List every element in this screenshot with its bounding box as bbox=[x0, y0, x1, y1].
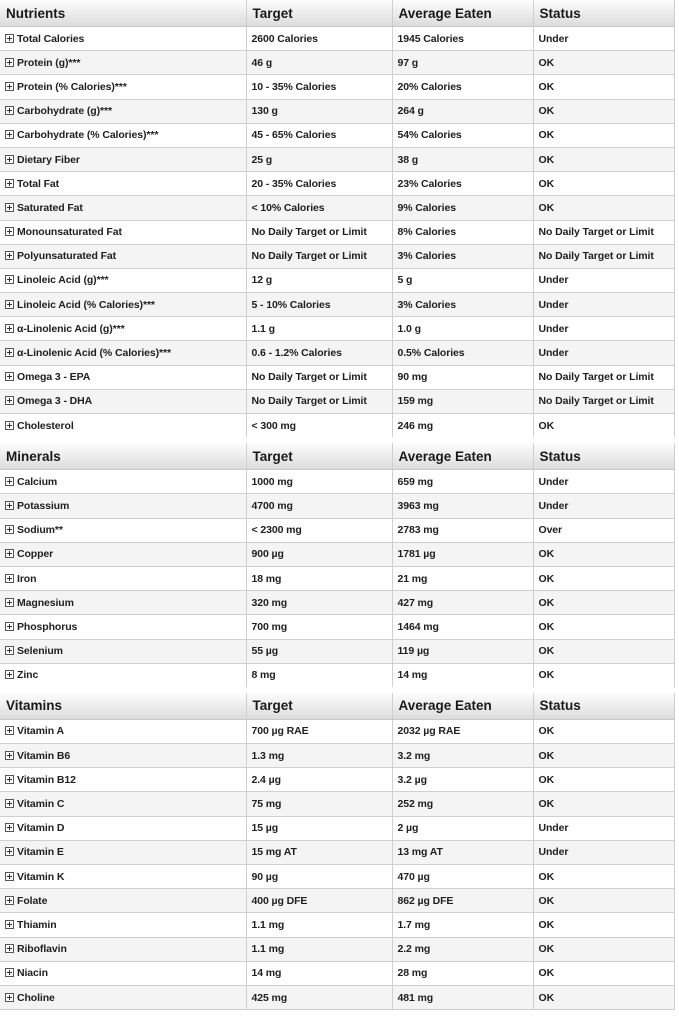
expand-plus-icon[interactable] bbox=[5, 622, 14, 631]
nutrient-name-cell[interactable] bbox=[0, 244, 246, 268]
expand-plus-icon[interactable] bbox=[5, 968, 14, 977]
nutrient-name-cell[interactable] bbox=[0, 744, 246, 768]
nutrient-name-cell[interactable] bbox=[0, 365, 246, 389]
table-row[interactable] bbox=[0, 518, 674, 542]
table-row[interactable] bbox=[0, 51, 674, 75]
status-cell: OK bbox=[533, 744, 674, 768]
average-eaten-cell: 20% Calories bbox=[392, 75, 533, 99]
table-row[interactable] bbox=[0, 566, 674, 590]
status-cell: No Daily Target or Limit bbox=[533, 389, 674, 413]
status-cell: OK bbox=[533, 542, 674, 566]
table-row[interactable] bbox=[0, 663, 674, 690]
nutrient-name-cell[interactable] bbox=[0, 389, 246, 413]
expand-plus-icon[interactable] bbox=[5, 726, 14, 735]
average-eaten-cell: 2783 mg bbox=[392, 518, 533, 542]
average-eaten-cell: 1464 mg bbox=[392, 615, 533, 639]
nutrient-name-cell[interactable] bbox=[0, 615, 246, 639]
nutrient-name: Cholesterol bbox=[17, 419, 74, 432]
nutrient-name-cell[interactable] bbox=[0, 591, 246, 615]
table-row[interactable] bbox=[0, 889, 674, 913]
nutrient-name: Carbohydrate (g)*** bbox=[17, 105, 112, 118]
status-cell: OK bbox=[533, 889, 674, 913]
nutrient-name-cell[interactable] bbox=[0, 27, 246, 51]
average-eaten-cell: 14 mg bbox=[392, 663, 533, 690]
target-cell: No Daily Target or Limit bbox=[246, 365, 392, 389]
status-cell: Under bbox=[533, 27, 674, 51]
table-row[interactable] bbox=[0, 27, 674, 51]
status-cell: Under bbox=[533, 268, 674, 292]
status-cell: Under bbox=[533, 293, 674, 317]
average-eaten-cell: 8% Calories bbox=[392, 220, 533, 244]
average-eaten-cell: 23% Calories bbox=[392, 172, 533, 196]
status-cell: Under bbox=[533, 494, 674, 518]
nutrient-name: Iron bbox=[17, 572, 37, 585]
nutrient-name: Monounsaturated Fat bbox=[17, 226, 122, 239]
target-cell: No Daily Target or Limit bbox=[246, 220, 392, 244]
status-cell: OK bbox=[533, 414, 674, 441]
status-cell: OK bbox=[533, 123, 674, 147]
status-cell: OK bbox=[533, 961, 674, 985]
table-row[interactable] bbox=[0, 75, 674, 99]
target-cell: 0.6 - 1.2% Calories bbox=[246, 341, 392, 365]
table-row[interactable] bbox=[0, 317, 674, 341]
nutrient-name-cell[interactable] bbox=[0, 913, 246, 937]
target-cell: 1.1 mg bbox=[246, 937, 392, 961]
target-cell: No Daily Target or Limit bbox=[246, 389, 392, 413]
status-cell: OK bbox=[533, 937, 674, 961]
average-eaten-cell: 3% Calories bbox=[392, 293, 533, 317]
status-cell: Under bbox=[533, 840, 674, 864]
expand-plus-icon[interactable] bbox=[5, 646, 14, 655]
target-cell: 45 - 65% Calories bbox=[246, 123, 392, 147]
table-row[interactable] bbox=[0, 147, 674, 171]
section-header-minerals bbox=[0, 440, 674, 470]
nutrient-name-cell[interactable] bbox=[0, 792, 246, 816]
expand-plus-icon[interactable] bbox=[5, 227, 14, 236]
nutrient-name: Copper bbox=[17, 548, 54, 561]
table-row[interactable] bbox=[0, 719, 674, 743]
status-cell: OK bbox=[533, 591, 674, 615]
expand-plus-icon[interactable] bbox=[5, 823, 14, 832]
nutrient-name: Vitamin B6 bbox=[17, 749, 71, 762]
table-row[interactable] bbox=[0, 196, 674, 220]
expand-plus-icon[interactable] bbox=[5, 993, 14, 1002]
nutrient-name: Phosphorus bbox=[17, 620, 78, 633]
table-row[interactable] bbox=[0, 293, 674, 317]
expand-plus-icon[interactable] bbox=[5, 574, 14, 583]
average-eaten-cell: 2.2 mg bbox=[392, 937, 533, 961]
status-cell: OK bbox=[533, 792, 674, 816]
table-row[interactable] bbox=[0, 768, 674, 792]
average-eaten-cell: 3.2 mg bbox=[392, 744, 533, 768]
table-row[interactable] bbox=[0, 341, 674, 365]
nutrient-name-cell[interactable] bbox=[0, 414, 246, 441]
table-row[interactable] bbox=[0, 268, 674, 292]
average-eaten-column-header: Average Eaten bbox=[392, 0, 533, 27]
table-row[interactable] bbox=[0, 470, 674, 494]
expand-plus-icon[interactable] bbox=[5, 251, 14, 260]
average-eaten-cell: 3% Calories bbox=[392, 244, 533, 268]
nutrient-name-cell[interactable] bbox=[0, 542, 246, 566]
target-cell: 10 - 35% Calories bbox=[246, 75, 392, 99]
target-cell: 700 µg RAE bbox=[246, 719, 392, 743]
expand-plus-icon[interactable] bbox=[5, 348, 14, 357]
nutrient-name: Protein (% Calories)*** bbox=[17, 80, 127, 93]
status-cell: OK bbox=[533, 663, 674, 690]
expand-plus-icon[interactable] bbox=[5, 421, 14, 430]
expand-plus-icon[interactable] bbox=[5, 525, 14, 534]
average-eaten-cell: 246 mg bbox=[392, 414, 533, 441]
target-cell: 20 - 35% Calories bbox=[246, 172, 392, 196]
nutrient-name-cell[interactable] bbox=[0, 220, 246, 244]
nutrient-name-cell[interactable] bbox=[0, 889, 246, 913]
average-eaten-cell: 1.7 mg bbox=[392, 913, 533, 937]
nutrient-name: α-Linolenic Acid (% Calories)*** bbox=[17, 347, 171, 360]
nutrient-name: Total Fat bbox=[17, 177, 60, 190]
target-cell: 2.4 µg bbox=[246, 768, 392, 792]
target-cell: 1.3 mg bbox=[246, 744, 392, 768]
nutrient-name-cell[interactable] bbox=[0, 566, 246, 590]
target-cell: 15 µg bbox=[246, 816, 392, 840]
section-header-vitamins bbox=[0, 690, 674, 720]
average-eaten-cell: 1781 µg bbox=[392, 542, 533, 566]
expand-plus-icon[interactable] bbox=[5, 82, 14, 91]
status-cell: OK bbox=[533, 147, 674, 171]
nutrient-name: Vitamin C bbox=[17, 798, 65, 811]
status-column-header: Status bbox=[533, 690, 674, 720]
table-row[interactable] bbox=[0, 244, 674, 268]
average-eaten-cell: 862 µg DFE bbox=[392, 889, 533, 913]
nutrient-name-cell[interactable] bbox=[0, 985, 246, 1009]
average-eaten-cell: 38 g bbox=[392, 147, 533, 171]
table-row[interactable] bbox=[0, 639, 674, 663]
table-row[interactable] bbox=[0, 220, 674, 244]
status-cell: OK bbox=[533, 985, 674, 1009]
section-title: Vitamins bbox=[0, 690, 246, 720]
target-cell: 400 µg DFE bbox=[246, 889, 392, 913]
expand-plus-icon[interactable] bbox=[5, 920, 14, 929]
average-eaten-cell: 252 mg bbox=[392, 792, 533, 816]
expand-plus-icon[interactable] bbox=[5, 944, 14, 953]
expand-plus-icon[interactable] bbox=[5, 501, 14, 510]
nutrient-name: Protein (g)*** bbox=[17, 56, 81, 69]
nutrient-name-cell[interactable] bbox=[0, 865, 246, 889]
nutrient-name-cell[interactable] bbox=[0, 937, 246, 961]
average-eaten-cell: 427 mg bbox=[392, 591, 533, 615]
table-row[interactable] bbox=[0, 123, 674, 147]
status-cell: OK bbox=[533, 75, 674, 99]
nutrient-name-cell[interactable] bbox=[0, 317, 246, 341]
target-cell: 1.1 g bbox=[246, 317, 392, 341]
status-cell: OK bbox=[533, 639, 674, 663]
table-row[interactable] bbox=[0, 937, 674, 961]
expand-plus-icon[interactable] bbox=[5, 275, 14, 284]
nutrient-name-cell[interactable] bbox=[0, 123, 246, 147]
nutrient-name-cell[interactable] bbox=[0, 639, 246, 663]
expand-plus-icon[interactable] bbox=[5, 58, 14, 67]
target-cell: 700 mg bbox=[246, 615, 392, 639]
expand-plus-icon[interactable] bbox=[5, 598, 14, 607]
target-cell: 8 mg bbox=[246, 663, 392, 690]
table-row[interactable] bbox=[0, 961, 674, 985]
nutrient-name: Linoleic Acid (g)*** bbox=[17, 274, 109, 287]
expand-plus-icon[interactable] bbox=[5, 872, 14, 881]
table-row[interactable] bbox=[0, 414, 674, 441]
nutrient-name-cell[interactable] bbox=[0, 719, 246, 743]
expand-plus-icon[interactable] bbox=[5, 324, 14, 333]
target-cell: 12 g bbox=[246, 268, 392, 292]
nutrient-name: Magnesium bbox=[17, 596, 74, 609]
average-eaten-cell: 1.0 g bbox=[392, 317, 533, 341]
table-row[interactable] bbox=[0, 615, 674, 639]
average-eaten-cell: 97 g bbox=[392, 51, 533, 75]
nutrient-name: Niacin bbox=[17, 967, 48, 980]
target-cell: No Daily Target or Limit bbox=[246, 244, 392, 268]
status-cell: No Daily Target or Limit bbox=[533, 220, 674, 244]
target-cell: 46 g bbox=[246, 51, 392, 75]
table-row[interactable] bbox=[0, 816, 674, 840]
nutrient-name: Sodium** bbox=[17, 524, 63, 537]
average-eaten-cell: 659 mg bbox=[392, 470, 533, 494]
target-cell: < 2300 mg bbox=[246, 518, 392, 542]
nutrient-name-cell[interactable] bbox=[0, 341, 246, 365]
table-row[interactable] bbox=[0, 985, 674, 1009]
target-column-header: Target bbox=[246, 0, 392, 27]
nutrient-name-cell[interactable] bbox=[0, 99, 246, 123]
average-eaten-cell: 0.5% Calories bbox=[392, 341, 533, 365]
nutrient-name: Saturated Fat bbox=[17, 201, 83, 214]
average-eaten-cell: 119 µg bbox=[392, 639, 533, 663]
expand-plus-icon[interactable] bbox=[5, 896, 14, 905]
target-column-header: Target bbox=[246, 440, 392, 470]
status-cell: Under bbox=[533, 317, 674, 341]
status-cell: Under bbox=[533, 816, 674, 840]
status-cell: OK bbox=[533, 913, 674, 937]
nutrient-name-cell[interactable] bbox=[0, 768, 246, 792]
target-cell: 25 g bbox=[246, 147, 392, 171]
section-title: Nutrients bbox=[0, 0, 246, 27]
status-cell: OK bbox=[533, 99, 674, 123]
table-row[interactable] bbox=[0, 172, 674, 196]
status-cell: No Daily Target or Limit bbox=[533, 365, 674, 389]
nutrient-name-cell[interactable] bbox=[0, 816, 246, 840]
target-cell: 320 mg bbox=[246, 591, 392, 615]
average-eaten-cell: 1945 Calories bbox=[392, 27, 533, 51]
table-row[interactable] bbox=[0, 365, 674, 389]
average-eaten-cell: 28 mg bbox=[392, 961, 533, 985]
average-eaten-column-header: Average Eaten bbox=[392, 440, 533, 470]
nutrient-name: Linoleic Acid (% Calories)*** bbox=[17, 298, 155, 311]
target-cell: 5 - 10% Calories bbox=[246, 293, 392, 317]
table-row[interactable] bbox=[0, 744, 674, 768]
expand-plus-icon[interactable] bbox=[5, 179, 14, 188]
expand-plus-icon[interactable] bbox=[5, 477, 14, 486]
nutrient-name-cell[interactable] bbox=[0, 147, 246, 171]
target-cell: 1000 mg bbox=[246, 470, 392, 494]
nutrient-name: Total Calories bbox=[17, 32, 85, 45]
average-eaten-cell: 13 mg AT bbox=[392, 840, 533, 864]
target-cell: 15 mg AT bbox=[246, 840, 392, 864]
target-cell: 14 mg bbox=[246, 961, 392, 985]
average-eaten-cell: 2032 µg RAE bbox=[392, 719, 533, 743]
target-cell: 55 µg bbox=[246, 639, 392, 663]
nutrient-name-cell[interactable] bbox=[0, 494, 246, 518]
target-cell: < 10% Calories bbox=[246, 196, 392, 220]
nutrient-name-cell[interactable] bbox=[0, 293, 246, 317]
nutrient-name: Thiamin bbox=[17, 918, 57, 931]
expand-plus-icon[interactable] bbox=[5, 300, 14, 309]
expand-plus-icon[interactable] bbox=[5, 203, 14, 212]
target-cell: 900 µg bbox=[246, 542, 392, 566]
status-cell: OK bbox=[533, 172, 674, 196]
average-eaten-column-header: Average Eaten bbox=[392, 690, 533, 720]
average-eaten-cell: 54% Calories bbox=[392, 123, 533, 147]
expand-plus-icon[interactable] bbox=[5, 396, 14, 405]
table-row[interactable] bbox=[0, 792, 674, 816]
target-cell: 75 mg bbox=[246, 792, 392, 816]
expand-plus-icon[interactable] bbox=[5, 670, 14, 679]
nutrient-name: Zinc bbox=[17, 669, 39, 682]
expand-plus-icon[interactable] bbox=[5, 549, 14, 558]
target-cell: 425 mg bbox=[246, 985, 392, 1009]
nutrient-name-cell[interactable] bbox=[0, 470, 246, 494]
expand-plus-icon[interactable] bbox=[5, 130, 14, 139]
nutrient-name: Omega 3 - DHA bbox=[17, 395, 93, 408]
table-row[interactable] bbox=[0, 389, 674, 413]
target-cell: 90 µg bbox=[246, 865, 392, 889]
status-column-header: Status bbox=[533, 440, 674, 470]
nutrient-name-cell[interactable] bbox=[0, 172, 246, 196]
section-title: Minerals bbox=[0, 440, 246, 470]
nutrient-name-cell[interactable] bbox=[0, 961, 246, 985]
target-cell: 1.1 mg bbox=[246, 913, 392, 937]
nutrient-name: Vitamin B12 bbox=[17, 773, 76, 786]
average-eaten-cell: 264 g bbox=[392, 99, 533, 123]
status-cell: OK bbox=[533, 196, 674, 220]
status-cell: OK bbox=[533, 51, 674, 75]
average-eaten-cell: 3.2 µg bbox=[392, 768, 533, 792]
nutrient-name: Potassium bbox=[17, 499, 70, 512]
nutrient-name: Riboflavin bbox=[17, 943, 67, 956]
nutrient-name: Calcium bbox=[17, 475, 58, 488]
nutrient-name-cell[interactable] bbox=[0, 51, 246, 75]
target-cell: < 300 mg bbox=[246, 414, 392, 441]
table-row[interactable] bbox=[0, 865, 674, 889]
nutrient-name: Vitamin A bbox=[17, 725, 64, 738]
expand-plus-icon[interactable] bbox=[5, 372, 14, 381]
nutrient-name: Dietary Fiber bbox=[17, 153, 80, 166]
average-eaten-cell: 5 g bbox=[392, 268, 533, 292]
table-row[interactable] bbox=[0, 99, 674, 123]
average-eaten-cell: 21 mg bbox=[392, 566, 533, 590]
table-row[interactable] bbox=[0, 913, 674, 937]
average-eaten-cell: 9% Calories bbox=[392, 196, 533, 220]
target-cell: 2600 Calories bbox=[246, 27, 392, 51]
nutrient-name: Vitamin E bbox=[17, 846, 64, 859]
expand-plus-icon[interactable] bbox=[5, 34, 14, 43]
expand-plus-icon[interactable] bbox=[5, 106, 14, 115]
average-eaten-cell: 2 µg bbox=[392, 816, 533, 840]
nutrient-name-cell[interactable] bbox=[0, 75, 246, 99]
status-column-header: Status bbox=[533, 0, 674, 27]
nutrient-name: Choline bbox=[17, 991, 55, 1004]
expand-plus-icon[interactable] bbox=[5, 155, 14, 164]
average-eaten-cell: 90 mg bbox=[392, 365, 533, 389]
average-eaten-cell: 481 mg bbox=[392, 985, 533, 1009]
table-row[interactable] bbox=[0, 840, 674, 864]
target-column-header: Target bbox=[246, 690, 392, 720]
target-cell: 4700 mg bbox=[246, 494, 392, 518]
nutrient-name: Folate bbox=[17, 894, 48, 907]
nutrient-name: Vitamin K bbox=[17, 870, 65, 883]
nutrient-name: Carbohydrate (% Calories)*** bbox=[17, 129, 159, 142]
nutrient-name-cell[interactable] bbox=[0, 196, 246, 220]
target-cell: 130 g bbox=[246, 99, 392, 123]
nutrient-name: Selenium bbox=[17, 645, 63, 658]
status-cell: Under bbox=[533, 470, 674, 494]
status-cell: Over bbox=[533, 518, 674, 542]
status-cell: Under bbox=[533, 341, 674, 365]
expand-plus-icon[interactable] bbox=[5, 775, 14, 784]
expand-plus-icon[interactable] bbox=[5, 751, 14, 760]
section-header-nutrients bbox=[0, 0, 674, 27]
nutrient-name-cell[interactable] bbox=[0, 840, 246, 864]
nutrient-name: Polyunsaturated Fat bbox=[17, 250, 117, 263]
nutrient-name-cell[interactable] bbox=[0, 663, 246, 690]
nutrient-name: Omega 3 - EPA bbox=[17, 371, 91, 384]
status-cell: OK bbox=[533, 865, 674, 889]
nutrient-name-cell[interactable] bbox=[0, 518, 246, 542]
nutrient-name: α-Linolenic Acid (g)*** bbox=[17, 322, 125, 335]
nutrient-name: Vitamin D bbox=[17, 822, 65, 835]
table-row[interactable] bbox=[0, 542, 674, 566]
status-cell: OK bbox=[533, 719, 674, 743]
average-eaten-cell: 3963 mg bbox=[392, 494, 533, 518]
expand-plus-icon[interactable] bbox=[5, 799, 14, 808]
table-row[interactable] bbox=[0, 494, 674, 518]
status-cell: OK bbox=[533, 615, 674, 639]
status-cell: OK bbox=[533, 566, 674, 590]
table-row[interactable] bbox=[0, 591, 674, 615]
target-cell: 18 mg bbox=[246, 566, 392, 590]
nutrient-name-cell[interactable] bbox=[0, 268, 246, 292]
expand-plus-icon[interactable] bbox=[5, 847, 14, 856]
average-eaten-cell: 159 mg bbox=[392, 389, 533, 413]
status-cell: No Daily Target or Limit bbox=[533, 244, 674, 268]
average-eaten-cell: 470 µg bbox=[392, 865, 533, 889]
status-cell: OK bbox=[533, 768, 674, 792]
